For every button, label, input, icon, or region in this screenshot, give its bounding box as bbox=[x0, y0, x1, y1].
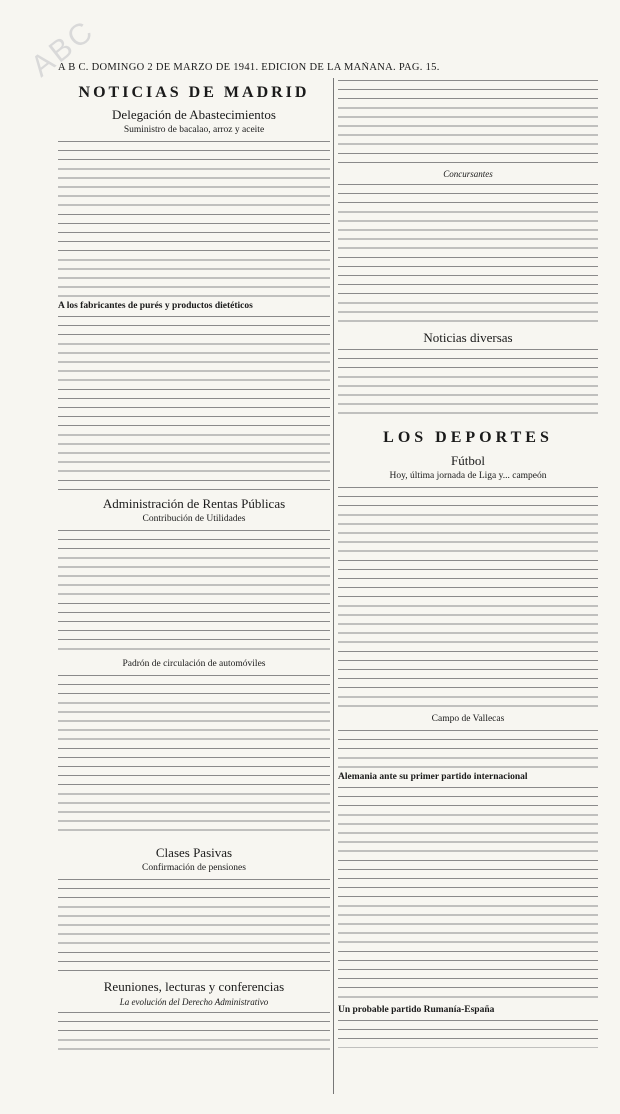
article-body bbox=[338, 78, 598, 166]
reuniones-subheading: La evolución del Derecho Administrativo bbox=[119, 997, 269, 1007]
article-body bbox=[58, 139, 330, 297]
article-body bbox=[58, 673, 330, 839]
vallecas-heading: Campo de Vallecas bbox=[431, 714, 505, 724]
article-body bbox=[338, 182, 598, 324]
clases-pasivas-heading: Clases Pasivas bbox=[155, 845, 233, 860]
left-column bbox=[58, 78, 330, 1096]
page-header: A B C. DOMINGO 2 DE MARZO DE 1941. EDICION DE LA MAÑANA. PAG. 15. bbox=[58, 62, 440, 73]
article-body bbox=[338, 785, 598, 1001]
right-column bbox=[338, 78, 598, 1096]
article-body bbox=[58, 314, 330, 490]
article-body bbox=[58, 877, 330, 973]
concursantes-heading: Concursantes bbox=[443, 169, 493, 179]
fabricantes-heading: A los fabricantes de purés y productos dietéticos bbox=[58, 301, 253, 311]
article-body bbox=[58, 528, 330, 656]
abastecimientos-heading: Delegación de Abastecimientos bbox=[112, 107, 276, 122]
abc-watermark: ABC bbox=[25, 13, 102, 84]
article-body bbox=[58, 1010, 330, 1050]
article-body bbox=[338, 347, 598, 419]
article-body bbox=[338, 485, 598, 711]
rentas-heading: Administración de Rentas Públicas bbox=[102, 496, 286, 511]
futbol-heading: Fútbol bbox=[451, 453, 485, 468]
column-divider bbox=[333, 78, 334, 1094]
section-title: NOTICIAS DE MADRID bbox=[78, 84, 310, 101]
reuniones-heading: Reuniones, lecturas y conferencias bbox=[103, 979, 285, 994]
clases-pasivas-subheading: Confirmación de pensiones bbox=[142, 863, 246, 873]
deportes-heading: LOS DEPORTES bbox=[383, 429, 553, 446]
noticias-diversas-heading: Noticias diversas bbox=[423, 330, 513, 345]
article-body bbox=[338, 1018, 598, 1048]
alemania-heading: Alemania ante su primer partido internacional bbox=[338, 772, 528, 782]
article-body bbox=[338, 728, 598, 768]
rumania-heading: Un probable partido Rumanía-España bbox=[338, 1005, 495, 1015]
padron-heading: Padrón de circulación de automóviles bbox=[122, 659, 266, 669]
abastecimientos-subheading: Suministro de bacalao, arroz y aceite bbox=[123, 125, 265, 135]
rentas-subheading: Contribución de Utilidades bbox=[142, 514, 246, 524]
liga-heading: Hoy, última jornada de Liga y... campeón bbox=[389, 471, 547, 481]
